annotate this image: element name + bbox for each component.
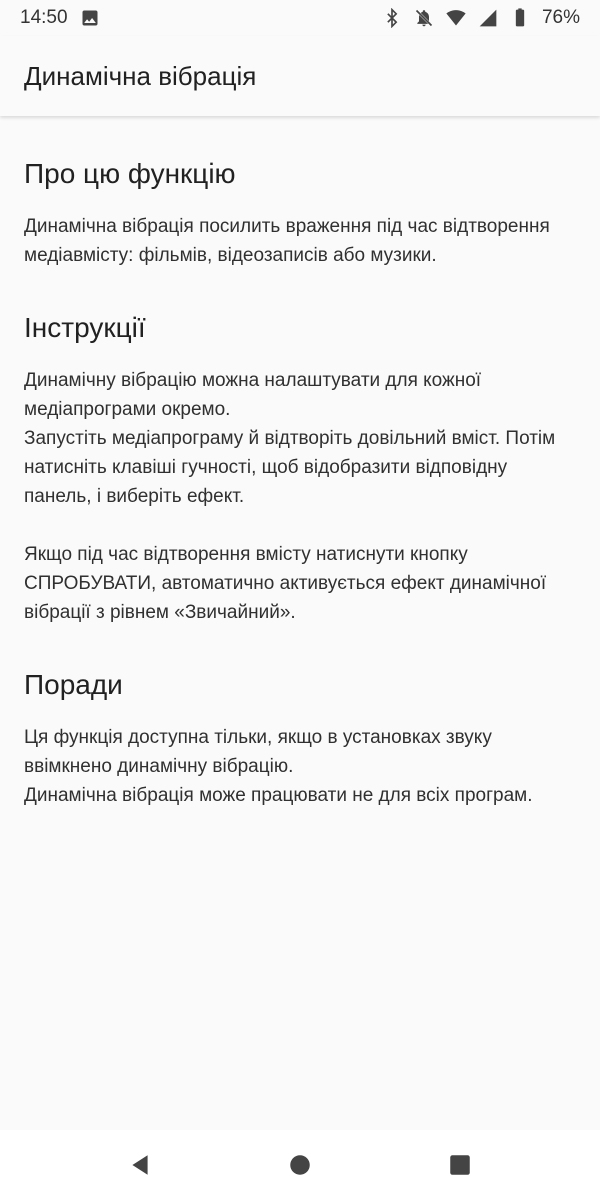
recents-icon [447,1152,473,1178]
section-heading: Поради [24,669,123,700]
section-tips [24,627,576,810]
section-body [24,366,576,627]
section-body [24,723,576,810]
status-right [382,7,580,29]
navigation-bar [0,1130,600,1200]
status-left [20,7,100,29]
cellular-signal-icon [478,8,498,28]
notifications-off-icon [414,8,434,28]
image-icon [80,8,100,28]
paragraph-gap [24,511,576,540]
app-bar [0,36,600,116]
battery-percent: 76% [541,7,580,28]
paragraph: Динамічна вібрація може працювати не для всіх програм. [24,785,533,806]
recents-button[interactable] [430,1135,490,1195]
status-bar [0,0,600,36]
status-time: 14:50 [20,7,68,28]
section-heading: Про цю функцію [24,158,236,189]
paragraph: Динамічну вібрацію можна налаштувати для кожної медіапрограми окремо. [24,370,482,420]
section-heading: Інструкції [24,312,146,343]
page-title: Динамічна вібрація [24,60,257,91]
home-icon [287,1152,313,1178]
paragraph: Динамічна вібрація посилить враження під час відтворення медіавмісту: фільмів, відеозаписів або музики. [24,216,550,266]
back-button[interactable] [110,1135,170,1195]
wifi-icon [446,8,466,28]
home-button[interactable] [270,1135,330,1195]
battery-icon [510,8,530,28]
section-instructions [24,270,576,627]
paragraph: Ця функція доступна тільки, якщо в установках звуку ввімкнено динамічну вібрацію. [24,727,492,777]
paragraph: Якщо під час відтворення вмісту натиснути кнопку СПРОБУВАТИ, автоматично активується ефект динамічної вібрації з рівнем «Звичайний». [24,544,547,623]
section-about [24,116,576,270]
content [0,116,600,810]
paragraph: Запустіть медіапрограму й відтворіть довільний вміст. Потім натисніть клавіші гучності, щоб відобразити відповідну панель, і виберіть ефект. [24,428,556,507]
bluetooth-icon [382,8,402,28]
section-body [24,212,576,270]
back-icon [127,1152,153,1178]
